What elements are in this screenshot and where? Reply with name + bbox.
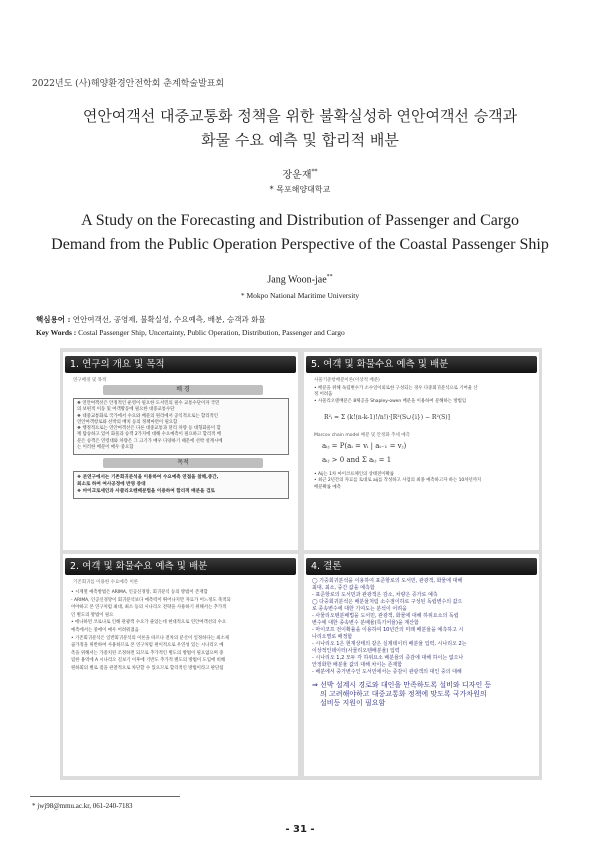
panel-intro-goal-box xyxy=(73,471,289,499)
panel-forecast-subtitle: 사물기준항배분이론(이상적 배분) xyxy=(314,378,380,383)
goal-line: 최소로 하여 여사공정에 반영 증대 xyxy=(77,482,146,487)
author-english-affiliation: * Mokpo National Maritime University xyxy=(240,291,360,300)
text-line: 원하회의 별로 점을 관찰적으로 차단할 수 있으므로 합리적인 방법이라고 판단됨 xyxy=(71,665,224,671)
text-line: 배분확률 예측 xyxy=(314,484,341,490)
text-line: 이상적인데이터(사물리오텐배분율) 입력 xyxy=(312,648,400,654)
title-english-line2: Demand from the Public Operation Perspective of the Coastal Passenger Ship xyxy=(51,236,549,253)
bg-line: 는 이러한 배분이 매우 중요함 xyxy=(77,445,134,451)
text-line: - 시나리오 1은 현재상태의 같은 실제데이터 배분율 입력, 시나리오 2는 xyxy=(312,641,467,647)
panel-intro-band-goal: 목적 xyxy=(103,458,263,468)
keywords-korean xyxy=(36,314,266,325)
text-line: • 기존회귀분석은 일반회귀분석의 이론을 따르나 전차의 분산이 일정하다는 최소제 xyxy=(71,635,229,641)
author-korean-mark: ** xyxy=(311,168,318,176)
panel-intro-band-background: 배 경 xyxy=(103,385,263,395)
keywords-korean-text: 연안여객선, 공영제, 불확실성, 수요예측, 배분, 승객과 화물 xyxy=(72,315,266,324)
bg-line: 연안여객항로와 선박의 배치 등의 정책마련이 필요함 xyxy=(77,419,178,425)
panel-regression-text xyxy=(71,589,295,673)
bg-line: 분은 승객은 연령대와 차량은 그 크기가 매우 다양하기 때문에 선박 설계시에 xyxy=(77,438,223,444)
keywords-korean-label: 핵심용어 : xyxy=(36,315,71,324)
author-english xyxy=(0,274,600,285)
panel-conclusion-title: 4. 결론 xyxy=(306,558,537,575)
panel-regression-title: 2. 여객 및 화물수요 예측 및 배분 xyxy=(65,558,296,575)
text-line: 측을 위해서는 가중치된 조정하면 되므로 추가적인 별도의 방법이 필요없으며 중 xyxy=(71,650,224,656)
panel-conclusion-summary xyxy=(312,681,538,708)
panel-conclusion-text xyxy=(312,578,536,676)
text-line: ◯ 기중회귀분석을 이용하여 표준항로의 도서민, 관광객, 화물에 대해 xyxy=(312,578,463,584)
text-line: 변수에 대한 종속변수 분배율(특기어율)을 계산함 xyxy=(312,620,419,626)
poster-figure xyxy=(60,348,542,780)
bg-line: 께 탑승하고 있어 화물과 승객 2가지에 대해 수요예측이 필요하고 합리적 배 xyxy=(77,432,221,438)
text-line: 안정화한 배분율 값의 대해 차이는 존재함 xyxy=(312,662,403,668)
poster-panel-forecast-distribution xyxy=(304,352,539,550)
panel-intro-title: 1. 연구의 개요 및 목적 xyxy=(65,356,296,373)
text-line: • 사물리오텐배분은 8체공을 Shapley-owen 배분을 이용하여 분해하는 방법임 xyxy=(314,398,467,404)
text-line: - 마이코프 전이확률을 이용하여 10년간의 미래 배분율을 예측하고 시 xyxy=(312,627,464,633)
text-line: 립한 용역에 A 시나리오 길보기 이후에 기반도 추가적 별도의 방법이 도입에 비해 xyxy=(71,658,226,664)
keywords-english-text: Costal Passenger Ship, Uncertainty, Public Operation, Distribution, Passenger and Cargo xyxy=(78,328,345,337)
author-english-name: Jang Woon-jae xyxy=(267,274,327,286)
bg-line: ❖ 행정적으로는 연안여객선은 다른 대중교통과 달리 차량 등 대형화물이 함 xyxy=(77,426,221,432)
text-line: 예측에서는 중에이 매우 어려워졌음 xyxy=(71,627,139,633)
text-line: 나리오별로 배정함 xyxy=(312,634,353,640)
text-line: 정 어려움 xyxy=(314,392,333,398)
title-korean-line2: 화물 수요 예측 및 합리적 배분 xyxy=(201,131,399,149)
panel-intro-background-box xyxy=(73,398,289,455)
footnote-divider xyxy=(30,796,180,797)
conference-header: 2022년도 (사)해양환경안전학회 춘계학술발표회 xyxy=(32,79,225,89)
text-line: 인 별도의 방법이 필요 xyxy=(71,612,114,618)
panel-intro-background-text xyxy=(77,401,287,451)
text-line: • 시계열 예측방법은 ARIMA, 인공신경망, 회귀분석 등의 방법이 존재함 xyxy=(71,590,208,595)
text-line: 어야하고 본 연구처럼 최대, 최소 등의 시나리오 전략을 사용하기 위해서는 추가적 xyxy=(71,605,227,611)
panel-forecast-subtitle2: Marcov chain model 배분 및 안정화 추세 예측 xyxy=(314,433,410,438)
panel-intro-subtitle: 연구배경 및 목적 xyxy=(73,378,107,383)
summary-line: ⇒ 선박 설계시 경로와 대인을 만족하도록 설비와 디자인 등 xyxy=(312,681,492,689)
text-line: 곱가정을 위반하여 사용하므로 본 연구처럼 편이적으로 우연성 있는 시나리오 예 xyxy=(71,643,224,649)
panel-forecast-title: 5. 여객 및 화물수요 예측 및 배분 xyxy=(306,356,537,373)
poster-panel-intro xyxy=(63,352,298,550)
author-korean-name: 장운재 xyxy=(282,170,312,181)
keywords-english xyxy=(36,328,345,337)
text-line: ◯ 다중회귀분석은 배분율처럼 소수점이하로 구성된 독립변수의 값으 xyxy=(312,599,463,605)
text-line: - ARIMA, 인공신경망이 회귀분석보다 예측력이 뛰어나지만 자료가 어느정도 축적되 xyxy=(71,597,231,603)
bg-line: 의 보편적 이동 및 여객활동에 필요한 대중교통수단 xyxy=(77,407,175,413)
summary-line: 설비등 지원이 필요함 xyxy=(320,699,386,707)
title-english-line1: A Study on the Forecasting and Distribution of Passenger and Cargo xyxy=(81,212,519,229)
text-line: - 배분에서 중가변수인 도서민에서는 증감이 관광객의 대인 중의 대해 xyxy=(312,669,462,675)
panel-forecast-text-b xyxy=(314,472,534,491)
text-line: - 표준항로의 도서민과 관광객은 감소, 차량은 증가로 예측 xyxy=(312,592,438,598)
text-line: • 배분을 위해 독립변수가 소수일이외로한 구성되는 경우 다중회귀분석으로 기여율 산 xyxy=(314,386,478,391)
author-english-mark: ** xyxy=(326,274,333,280)
text-line: • 에나하면 코로나로 인해 관광객 수요가 줄었는데 현대적으로 연안여객선의 수요 xyxy=(71,620,227,626)
page-number: - 31 - xyxy=(285,824,315,835)
footnote: * jwj98@mmu.ac.kr, 061-240-7183 xyxy=(32,802,133,810)
goal-line: ❖ 본연구에서는 기존회귀분석을 이용하여 수요예측 연접을 참해,중간, xyxy=(77,475,219,480)
bg-line: ❖ 대중교통화로 국가에서 수요와 배분의 원리에서 공익적으로는 합리적인 xyxy=(77,413,218,419)
author-korean-affiliation: * 목포해양대학교 xyxy=(269,185,331,194)
text-line: - 사물리오텐분배법을 도서민, 관광객, 화물에 대해 하위요소의 독립 xyxy=(312,613,459,619)
panel-forecast-text-a xyxy=(314,386,534,405)
markov-formula-1: aᵢⱼ = P(aᵢ = vᵢ | aᵢ₋₁ = vⱼ) xyxy=(322,442,407,450)
poster-panel-regression xyxy=(63,554,298,776)
shapley-formula: R²ᵢ = Σ (k!(n-k-1)!/n!)·[R²(S∪{i}) − R²(S)] xyxy=(324,414,450,421)
poster-panel-conclusion xyxy=(304,554,539,776)
bg-line: ❖ 연안여객선은 안정적인 운영이 필요한 도서민의 필수 교통수단이자 국민 xyxy=(77,401,220,406)
panel-regression-subtitle: 기존회귀를 이용한 수요예측 이론 xyxy=(73,580,139,585)
summary-line: 의 고려해야하고 대중교통화 정책에 맞도록 국가차원의 xyxy=(320,690,487,698)
title-korean-line1: 연안여객선 대중교통화 정책을 위한 불확실성하 연안여객선 승객과 xyxy=(82,107,518,125)
keywords-english-label: Key Words : xyxy=(36,328,77,337)
text-line: • 최근 2년간의 자료를 토대로 aij를 작성하고 사업의 최종 예측하고자 하는 10차년까지 xyxy=(314,478,482,484)
text-line: - 시나리오 1,2 모두 각 하위요소 배분율의 증감에 대해 하이는 없으나 xyxy=(312,655,464,661)
text-line: 최대, 최소, 중간 값을 예측함 xyxy=(312,585,375,591)
author-korean xyxy=(0,166,600,181)
text-line: • Aij는 1차 마이코프체인의 상태전이확률 xyxy=(314,472,395,477)
goal-line: ❖ 마이크로세인과 사클리오텐배분법을 이용하여 합리적 배분을 검토 xyxy=(77,489,215,494)
markov-formula-2: aᵢⱼ > 0 and Σ aᵢⱼ = 1 xyxy=(322,456,392,464)
text-line: 로 종속변수에 대한 기여도는 분석이 어려움 xyxy=(312,606,407,612)
